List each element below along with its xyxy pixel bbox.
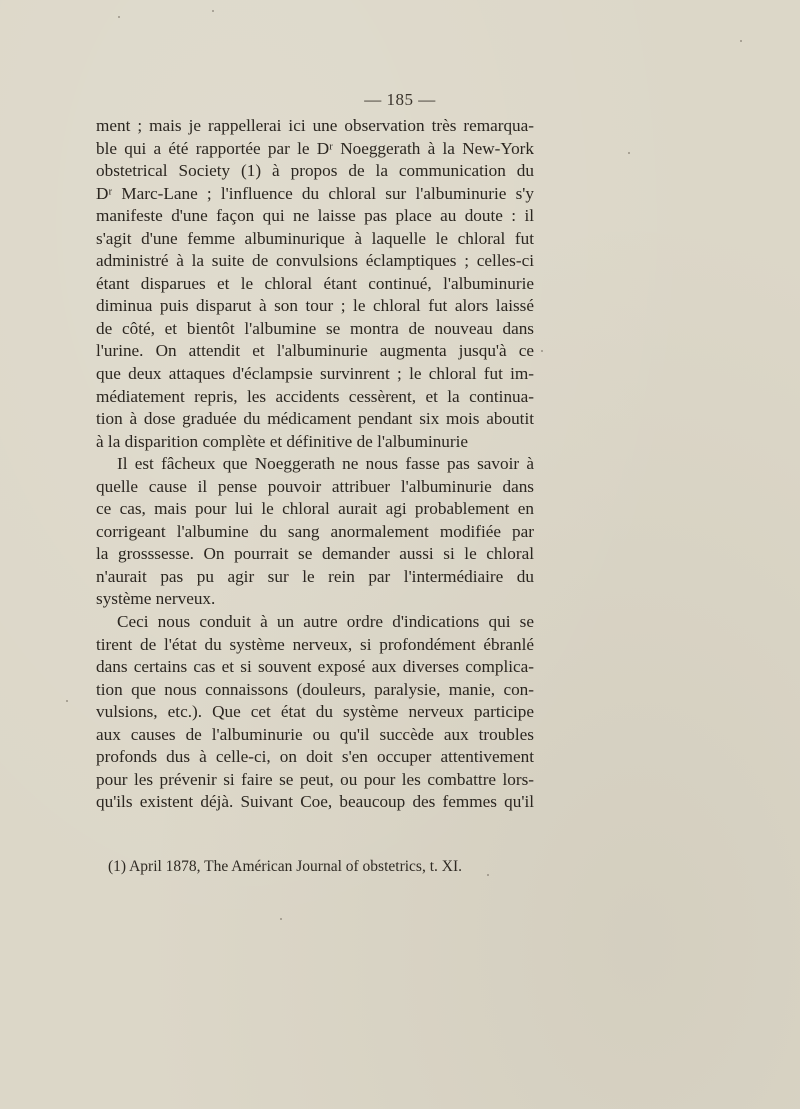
text-line: dans certains cas et si souvent exposé aux diverses complica-: [96, 657, 534, 677]
text-line: quelle cause il pense pouvoir attribuer l'albuminurie dans: [96, 476, 534, 496]
text-line: la grosssesse. On pourrait se demander aussi si le chloral: [96, 544, 534, 564]
text-line: vulsions, etc.). Que cet état du système nerveux participe: [96, 702, 534, 722]
text-line: ble qui a été rapportée par le Dʳ Noeggerath à la New-York: [96, 138, 534, 158]
paragraph-start-line: Il est fâcheux que Noeggerath ne nous fasse pas savoir à: [117, 454, 534, 474]
text-line: de côté, et bientôt l'albumine se montra de nouveau dans: [96, 318, 534, 338]
text-line: corrigeant l'albumine du sang anormalement modifiée par: [96, 521, 534, 541]
text-line: manifeste d'une façon qui ne laisse pas place au doute : il: [96, 206, 534, 226]
paragraph-start-line: Ceci nous conduit à un autre ordre d'indications qui se: [117, 612, 534, 632]
page-number: — 185 —: [364, 90, 436, 109]
paragraph-end-line: système nerveux.: [96, 589, 216, 609]
text-line: obstetrical Society (1) à propos de la communication du: [96, 161, 534, 181]
scan-speck: [487, 874, 489, 876]
body-text: [96, 115, 534, 814]
text-line: aux causes de l'albuminurie ou qu'il succède aux troubles: [96, 724, 534, 744]
text-line: ment ; mais je rappellerai ici une observation très remarqua-: [96, 116, 534, 135]
text-line: n'aurait pas pu agir sur le rein par l'intermédiaire du: [96, 566, 534, 586]
text-line: tirent de l'état du système nerveux, si profondément ébranlé: [96, 634, 534, 654]
text-line: tion que nous connaissons (douleurs, paralysie, manie, con-: [96, 679, 534, 699]
scan-speck: [280, 918, 282, 920]
scan-speck: [628, 152, 630, 154]
scan-speck: [212, 10, 214, 12]
text-line: étant disparues et le chloral étant continué, l'albuminurie: [96, 273, 534, 293]
text-line: Dʳ Marc-Lane ; l'influence du chloral sur l'albuminurie s'y: [96, 183, 534, 203]
text-line: ce cas, mais pour lui le chloral aurait agi probablement en: [96, 499, 534, 519]
text-line: l'urine. On attendit et l'albuminurie augmenta jusqu'à ce: [96, 341, 534, 361]
paragraph-end-line: à la disparition complète et définitive de l'albuminurie: [96, 431, 469, 451]
scan-speck: [740, 40, 742, 42]
text-line: pour les prévenir si faire se peut, ou pour les combattre lors-: [96, 769, 534, 789]
text-line: que deux attaques d'éclampsie survinrent ; le chloral fut im-: [96, 364, 534, 384]
footnote: (1) April 1878, The Américan Journal of obstetrics, t. XI.: [108, 858, 462, 875]
scan-speck: [118, 16, 120, 18]
text-line: administré à la suite de convulsions éclamptiques ; celles-ci: [96, 251, 534, 271]
text-line: diminua puis disparut à son tour ; le chloral fut alors laissé: [96, 296, 534, 316]
text-line: profonds dus à celle-ci, on doit s'en occuper attentivement: [96, 747, 534, 767]
text-line: médiatement repris, les accidents cessèrent, et la continua-: [96, 386, 534, 406]
text-line: s'agit d'une femme albuminurique à laquelle le chloral fut: [96, 228, 534, 248]
scan-speck: [66, 700, 68, 702]
text-line: tion à dose graduée du médicament pendant six mois aboutit: [96, 409, 534, 429]
text-line: qu'ils existent déjà. Suivant Coe, beaucoup des femmes qu'il: [96, 792, 534, 812]
scan-speck: [541, 350, 543, 352]
